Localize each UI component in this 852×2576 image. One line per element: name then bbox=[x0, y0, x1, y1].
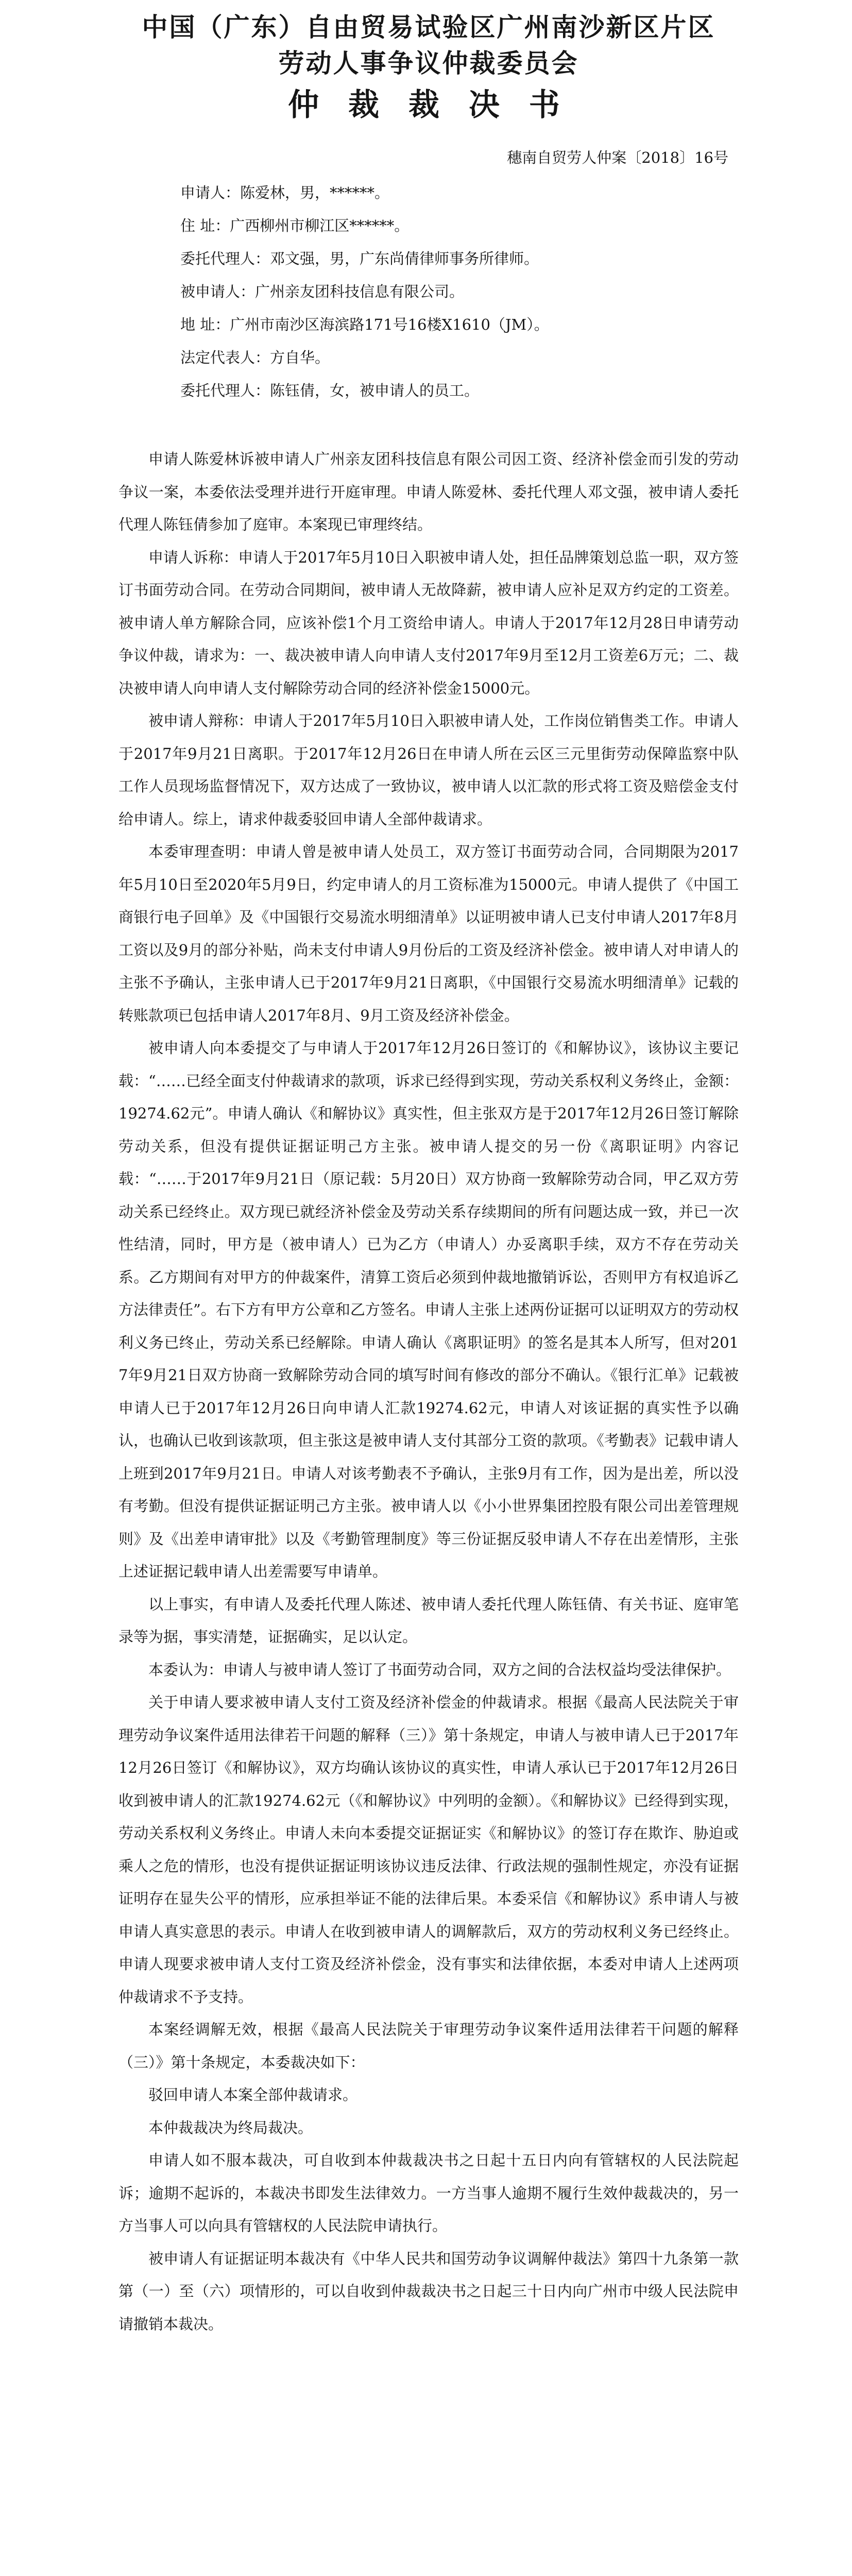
document-title: 仲 裁 裁 决 书 bbox=[288, 87, 569, 123]
paragraph-committee-opinion: 本委认为：申请人与被申请人签订了书面劳动合同，双方之间的合法权益均受法律保护。 bbox=[148, 1660, 731, 1679]
document-header bbox=[118, 9, 739, 127]
party-legal-representative: 法定代表人：方自华。 bbox=[180, 349, 330, 366]
paragraph-facts-found: 本委审理查明：申请人曾是被申请人处员工，双方签订书面劳动合同，合同期限为2017年5月10日至2020年5月9日，约定申请人的月工资标准为15000元。申请人提供了《中国工商银行电子回单》及《中国银行交易流水明细清单》以证明被申请人已支付申请人2017年8月工资以及9月的部分补贴，尚未支付申请人9月份后的工资及经济补偿金。被申请人对申请人的主张不予确认，主张申请人已于2017年9月21日离职，《中国银行交易流水明细清单》记载的转账款项已包括申请人2017年8月、9月工资及经济补偿金。 bbox=[118, 843, 739, 1024]
party-respondent: 被申请人：广州亲友团科技信息有限公司。 bbox=[180, 283, 465, 300]
party-applicant: 申请人：陈爱林，男，******。 bbox=[180, 184, 390, 201]
ruling-body bbox=[118, 443, 739, 2341]
paragraph-applicant-claim: 申请人诉称：申请人于2017年5月10日入职被申请人处，担任品牌策划总监一职，双方签订书面劳动合同。在劳动合同期间，被申请人无故降薪，被申请人应补足双方约定的工资差。被申请人单方解除合同，应该补偿1个月工资给申请人。申请人于2017年12月28日申请劳动争议仲裁，请求为：一、裁决被申请人向申请人支付2017年9月至12月工资差6万元；二、裁决被申请人向申请人支付解除劳动合同的经济补偿金15000元。 bbox=[118, 548, 739, 697]
case-number: 穗南自贸劳人仲案〔2018〕16号 bbox=[507, 149, 728, 166]
paragraph-final-ruling: 本仲裁裁决为终局裁决。 bbox=[148, 2119, 313, 2137]
paragraph-ruling-basis: 本案经调解无效，根据《最高人民法院关于审理劳动争议案件适用法律若干问题的解释（三）》第十条规定，本委裁决如下： bbox=[118, 2021, 739, 2071]
party-respondent-agent: 委托代理人：陈钰倩，女，被申请人的员工。 bbox=[180, 382, 480, 399]
paragraph-case-intro: 申请人陈爱林诉被申请人广州亲友团科技信息有限公司因工资、经济补偿金而引发的劳动争议一案，本委依法受理并进行开庭审理。申请人陈爱林、委托代理人邓文强，被申请人委托代理人陈钰倩参加了庭审。本案现已审理终结。 bbox=[118, 450, 739, 533]
paragraph-ruling: 驳回申请人本案全部仲裁请求。 bbox=[148, 2086, 358, 2104]
arbitration-body-name-line1: 中国（广东）自由贸易试验区广州南沙新区片区 bbox=[142, 12, 715, 42]
parties-section bbox=[118, 176, 739, 407]
paragraph-respondent-defense: 被申请人辩称：申请人于2017年5月10日入职被申请人处，工作岗位销售类工作。申请人于2017年9月21日离职。于2017年12月26日在申请人所在云区三元里街劳动保障监察中队工作人员现场监督情况下，双方达成了一致协议，被申请人以汇款的形式将工资及赔偿金支付给申请人。综上，请求仲裁委驳回申请人全部仲裁请求。 bbox=[118, 712, 739, 828]
party-applicant-address: 住 址：广西柳州市柳江区******。 bbox=[180, 217, 410, 234]
paragraph-reasoning: 关于申请人要求被申请人支付工资及经济补偿金的仲裁请求。根据《最高人民法院关于审理劳动争议案件适用法律若干问题的解释（三）》第十条规定，申请人与被申请人已于2017年12月26日签订《和解协议》，双方均确认该协议的真实性，申请人承认已于2017年12月26日收到被申请人的汇款19274.62元（《和解协议》中列明的金额）。《和解协议》已经得到实现，劳动关系权利义务终止。申请人未向本委提交证据证实《和解协议》的签订存在欺诈、胁迫或乘人之危的情形，也没有提供证据证明该协议违反法律、行政法规的强制性规定，亦没有证据证明存在显失公平的情形，应承担举证不能的法律后果。本委采信《和解协议》系申请人与被申请人真实意思的表示。申请人在收到被申请人的调解款后，双方的劳动权利义务已经终止。申请人现要求被申请人支付工资及经济补偿金，没有事实和法律依据，本委对申请人上述两项仲裁请求不予支持。 bbox=[118, 1693, 739, 2006]
paragraph-facts-summary: 以上事实，有申请人及委托代理人陈述、被申请人委托代理人陈钰倩、有关书证、庭审笔录等为据，事实清楚，证据确实，足以认定。 bbox=[118, 1595, 739, 1646]
party-applicant-agent: 委托代理人：邓文强，男，广东尚倩律师事务所律师。 bbox=[180, 250, 539, 267]
paragraph-appeal-rights: 申请人如不服本裁决，可自收到本仲裁裁决书之日起十五日内向有管辖权的人民法院起诉；逾期不起诉的，本裁决书即发生法律效力。一方当事人逾期不履行生效仲裁裁决的，另一方当事人可以向具有管辖权的人民法院申请执行。 bbox=[118, 2151, 739, 2234]
paragraph-evidence: 被申请人向本委提交了与申请人于2017年12月26日签订的《和解协议》，该协议主要记载：“……已经全面支付仲裁请求的款项，诉求已经得到实现，劳动关系权利义务终止，金额：19274.62元”。申请人确认《和解协议》真实性，但主张双方是于2017年12月26日签订解除劳动关系，但没有提供证据证明己方主张。被申请人提交的另一份《离职证明》内容记载：“……于2017年9月21日（原记载：5月20日）双方协商一致解除劳动合同，甲乙双方劳动关系已经终止。双方现已就经济补偿金及劳动关系存续期间的所有问题达成一致，并已一次性结清，同时，甲方是（被申请人）已为乙方（申请人）办妥离职手续，双方不存在劳动关系。乙方期间有对甲方的仲裁案件，清算工资后必须到仲裁地撤销诉讼，否则甲方有权追诉乙方法律责任”。右下方有甲方公章和乙方签名。申请人主张上述两份证据可以证明双方的劳动权利义务已终止，劳动关系已经解除。申请人确认《离职证明》的签名是其本人所写，但对2017年9月21日双方协商一致解除劳动合同的填写时间有修改的部分不确认。《银行汇单》记载被申请人已于2017年12月26日向申请人汇款19274.62元，申请人对该证据的真实性予以确认，也确认已收到该款项，但主张这是被申请人支付其部分工资的款项。《考勤表》记载申请人上班到2017年9月21日。申请人对该考勤表不予确认，主张9月有工作，因为是出差，所以没有考勤。但没有提供证据证明己方主张。被申请人以《小小世界集团控股有限公司出差管理规则》及《出差申请审批》以及《考勤管理制度》等三份证据反驳申请人不存在出差情形，主张上述证据记载申请人出差需要写申请单。 bbox=[118, 1039, 739, 1580]
paragraph-revocation-rights: 被申请人有证据证明本裁决有《中华人民共和国劳动争议调解仲裁法》第四十九条第一款第（一）至（六）项情形的，可以自收到仲裁裁决书之日起三十日内向广州市中级人民法院申请撤销本裁决。 bbox=[118, 2249, 739, 2333]
arbitration-body-name-line2: 劳动人事争议仲裁委员会 bbox=[278, 48, 579, 78]
party-respondent-address: 地 址：广州市南沙区海滨路171号16楼X1610（JM）。 bbox=[180, 316, 549, 333]
